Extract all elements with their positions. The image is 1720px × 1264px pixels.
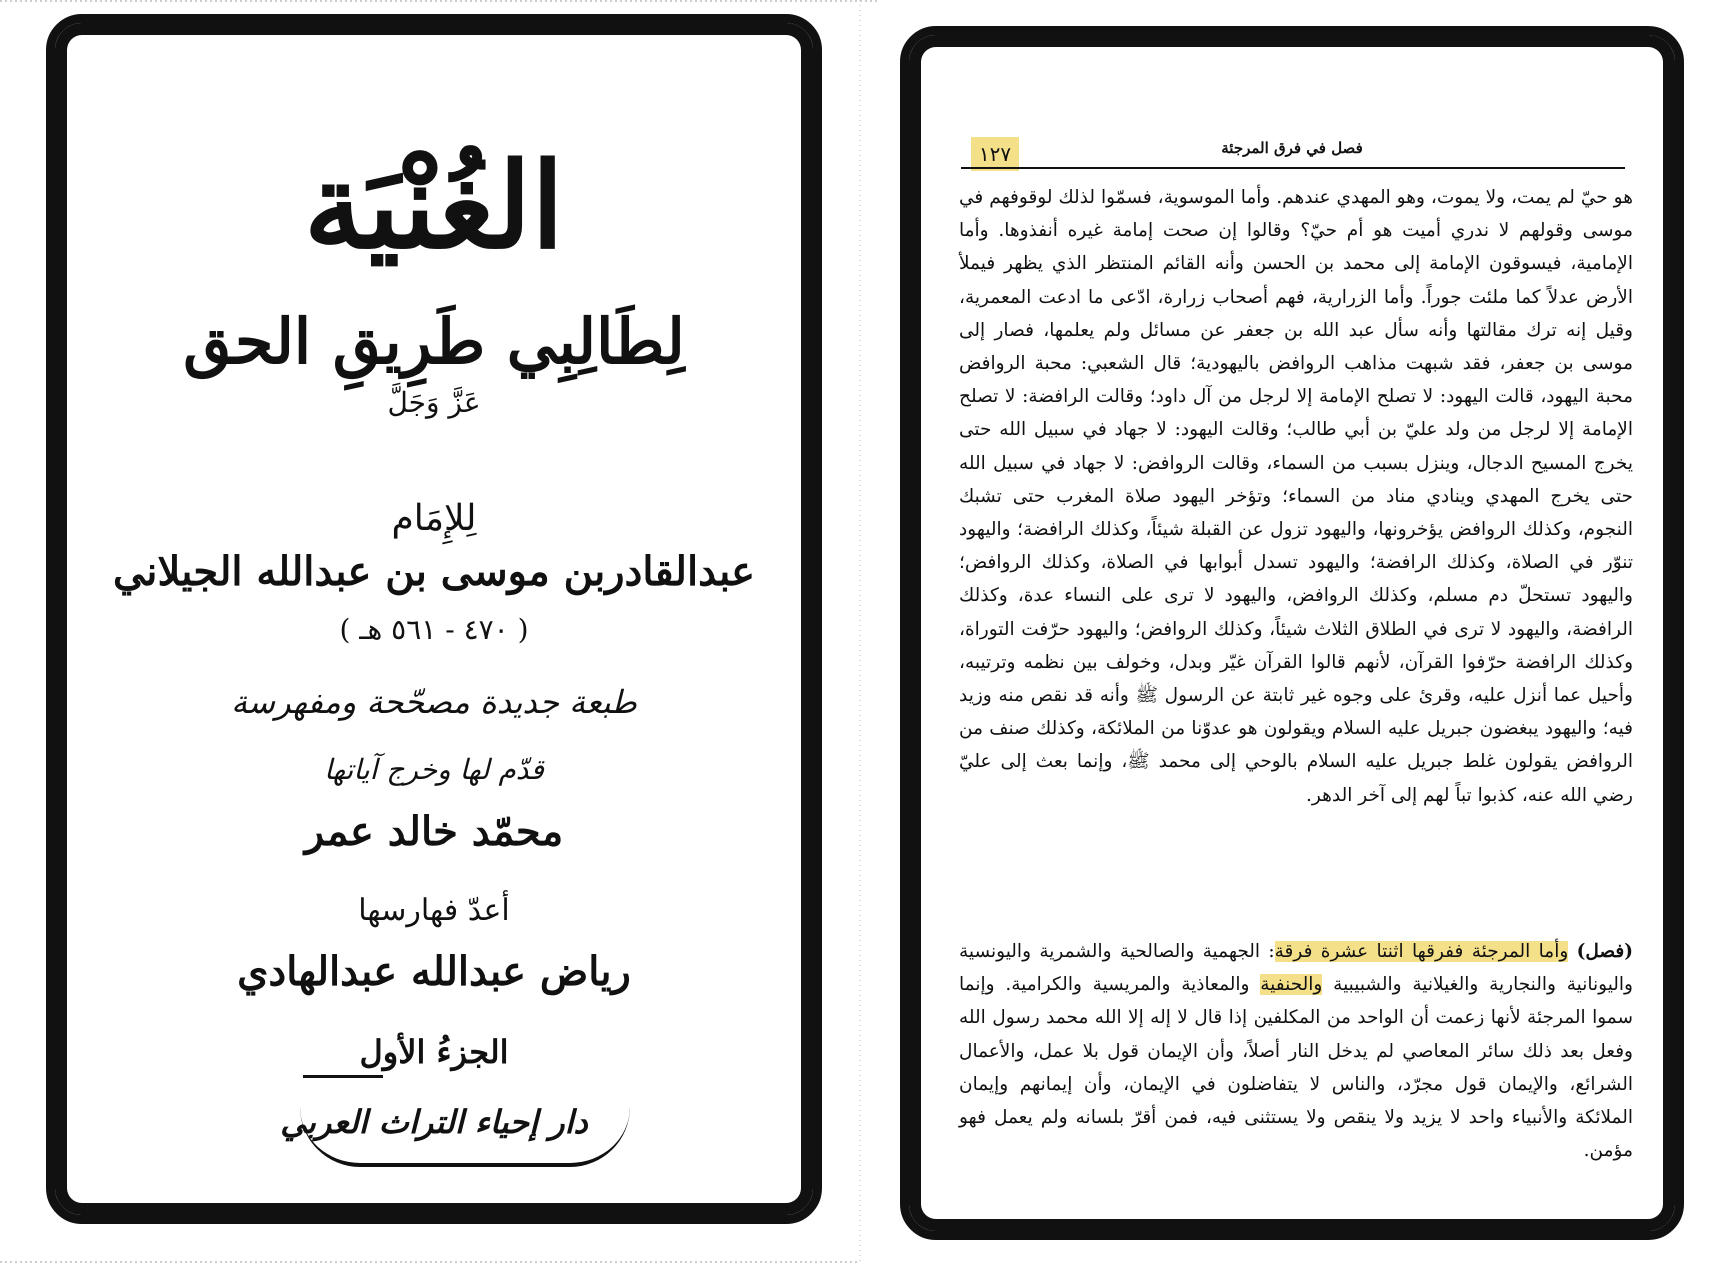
editor-name: محمّد خالد عمر [304,808,564,855]
section-text-part: : الجهمية والصالحية والشمرية واليونسية واليونانية والنجارية والغيلانية والشبيبية [959,941,1633,996]
volume-underline [303,1075,383,1078]
highlighted-phrase: وأما المرجئة ففرقها اثنتا عشرة فرقة [1274,941,1569,962]
indexer-name: رياض عبدالله عبدالهادي [237,948,631,995]
book-subtitle: لِطَالِبِي طَرِيقِ الحق [183,305,685,378]
text-page [900,26,1684,1240]
publisher-logo: دار إحياء التراث العربي [280,1103,588,1141]
intro-line: قدّم لها وخرج آياتها [324,753,544,786]
title-page [46,14,822,1224]
honorific: عَزَّ وَجَلَّ [387,386,481,419]
edition-note: طبعة جديدة مصحّحة ومفهرسة [231,683,637,721]
volume-label: الجزءُ الأول [359,1033,509,1071]
author-dates: ( ٤٧٠ - ٥٦١ هـ ) [339,613,529,646]
running-head: فصل في فرق المرجئة [1221,139,1363,157]
section-label: (فصل) [1576,941,1633,962]
section-text-part: والمعاذية والمريسية والكرامية. وإنما سموا المرجئة لأنها زعمت أن الواحد من المكلفين إذا قال لا إله إلا الله محمد رسول الله وفعل بعد ذلك سائر المعاصي لم يدخل النار أصلاً، وأن الإيمان قول بلا عمل، والأعمال الشرائع، والإيمان قول مجرّد، والناس لا يتفاضلون في الإيمان، وأن إيمانهم وإيمان الملائكة والأنبياء واحد لا يزيد ولا ينقص ولا يستثنى فيه، فمن أقرّ بلسانه ولم يعمل فهو مؤمن. [959,974,1633,1162]
author-prefix: لِلإِمَام [391,498,477,539]
body-text [959,181,1633,812]
page-number: ١٢٧ [971,137,1019,171]
title-page-inner [75,43,793,1195]
text-page-inner [929,55,1655,1211]
header-rule [961,167,1625,169]
author-name: عبدالقادربن موسى بن عبدالله الجيلاني [112,548,756,595]
highlighted-word: والحنفية [1260,974,1323,996]
book-title: الغُنْيَة [303,136,565,275]
section-murjia [959,935,1633,1167]
index-by-label: أعدّ فهارسها [358,893,510,928]
paragraph: هو حيّ لم يمت، ولا يموت، وهو المهدي عندهم. وأما الموسوية، فسمّوا لذلك لوقوفهم في موسى وقولهم لا ندري أميت هو أم حيّ؟ وقالوا إن صحت إمامة غيره أنفذوها. وأما الإمامية، فيسوقون الإمامة إلى محمد بن الحسن وأنه القائم المنتظر الذي يظهر فيملأ الأرض عدلاً كما ملئت جوراً. وأما الزرارية، فهم أصحاب زرارة، ادّعى ما ادعت المعمرية، وقيل إنه ترك مقالتها وأنه سأل عبد الله بن جعفر عن مسائل ولم يعلمها، فصار إلى موسى بن جعفر، فقد شبهت مذاهب الروافض باليهودية؛ قال الشعبي: محبة الروافض محبة اليهود، قالت اليهود: لا تصلح الإمامة إلا لرجل من آل داود؛ وقالت الرافضة: لا تصلح الإمامة إلا لرجل من ولد عليّ بن أبي طالب؛ وقالت اليهود: لا جهاد في سبيل الله حتى يخرج المسيح الدجال، وينزل بسبب من السماء، وقالت الروافض: لا جهاد في سبيل الله حتى يخرج المهدي وينادي مناد من السماء؛ وتؤخر اليهود صلاة المغرب حتى تشبك النجوم، وكذلك الروافض يؤخرونها، واليهود تزول عن القبلة شيئاً، وكذلك الرافضة؛ واليهود تنوّر في الصلاة، وكذلك الرافضة؛ واليهود تسدل أبوابها في الصلاة، وكذلك الروافض؛ واليهود تستحلّ دم مسلم، وكذلك الروافض، واليهود لا ترى على النساء عدة، وكذلك الرافضة، واليهود لا ترى في الطلاق الثلاث شيئاً، وكذلك الروافض؛ واليهود حرّفت التوراة، وكذلك الرافضة حرّفوا القرآن، لأنهم قالوا القرآن غيّر وبدل، وخولف بين نظمه وترتيبه، وأحيل عما أنزل عليه، وقرئ على وجوه غير ثابتة عن الرسول ﷺ وأنه قد نقص منه وزيد فيه؛ واليهود يبغضون جبريل عليه السلام ويقولون هو عدوّنا من الملائكة، وكذلك صنف من الروافض يقولون غلط جبريل عليه السلام بالوحي إلى محمد ﷺ، وإنما بعث إلى عليّ رضي الله عنه، كذبوا تباً لهم إلى آخر الدهر. [959,187,1633,806]
section-paragraph [959,935,1633,1167]
